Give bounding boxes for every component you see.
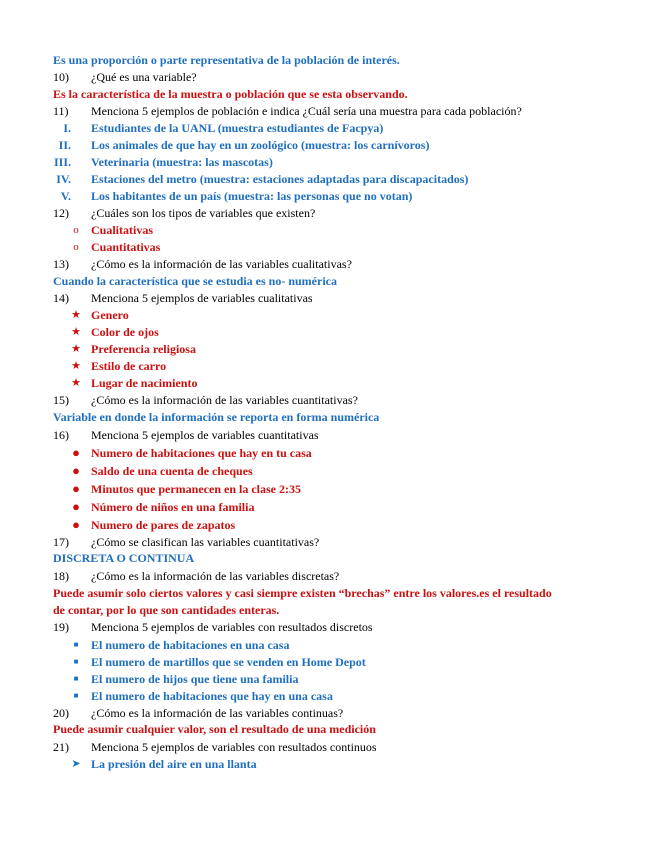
list-item-text: Saldo de una cuenta de cheques — [91, 464, 253, 478]
list-marker: III. — [53, 155, 71, 169]
list-marker: V. — [60, 189, 71, 203]
square-bullet-icon: ■ — [73, 691, 79, 700]
circle-bullet-icon: o — [73, 224, 79, 236]
list-item-text: El numero de hijos que tiene una familia — [91, 672, 299, 686]
question-number: 15) — [53, 393, 69, 407]
question-number: 14) — [53, 291, 69, 305]
list-item-text: El numero de habitaciones en una casa — [91, 638, 290, 652]
question-text: ¿Cómo es la información de las variables continuas? — [91, 706, 344, 720]
question-number: 20) — [53, 706, 69, 720]
answer-text: Puede asumir solo ciertos valores y casi siempre existen “brechas” entre los valores.es el resultado — [53, 586, 552, 600]
list-marker: I. — [63, 121, 71, 135]
square-bullet-icon: ■ — [73, 640, 79, 649]
question-number: 21) — [53, 740, 69, 754]
list-item-text: Estudiantes de la UANL (muestra estudiantes de Facpya) — [91, 121, 384, 135]
list-item-text: Genero — [91, 308, 129, 322]
list-item-text: Cualitativas — [91, 223, 154, 237]
question-text: Menciona 5 ejemplos de población e indica ¿Cuál sería una muestra para cada población? — [91, 104, 522, 118]
list-item-text: Minutos que permanecen en la clase 2:35 — [91, 482, 301, 496]
list-item-text: Numero de pares de zapatos — [91, 518, 236, 532]
list-item-text: Cuantitativas — [91, 240, 161, 254]
list-item-text: El numero de martillos que se venden en Home Depot — [91, 655, 366, 669]
question-number: 16) — [53, 428, 69, 442]
list-item-text: Lugar de nacimiento — [91, 376, 198, 390]
list-item-text: La presión del aire en una llanta — [91, 757, 257, 771]
list-item-text: Veterinaria (muestra: las mascotas) — [91, 155, 273, 169]
answer-text: DISCRETA O CONTINUA — [53, 551, 195, 565]
list-marker: IV. — [56, 172, 71, 186]
list-item-text: Estaciones del metro (muestra: estaciones adaptadas para discapacitados) — [91, 172, 469, 186]
question-number: 11) — [53, 104, 69, 118]
list-item-text: Número de niños en una familia — [91, 500, 255, 514]
dot-bullet-icon: ● — [72, 499, 80, 514]
question-text: ¿Qué es una variable? — [91, 70, 197, 84]
question-number: 19) — [53, 620, 69, 634]
question-number: 18) — [53, 569, 69, 583]
dot-bullet-icon: ● — [72, 445, 80, 460]
question-number: 17) — [53, 535, 69, 549]
answer-text: Variable en donde la información se reporta en forma numérica — [53, 410, 380, 424]
star-bullet-icon: ★ — [71, 343, 81, 355]
question-text: ¿Cuáles son los tipos de variables que existen? — [91, 206, 316, 220]
answer-text: Es una proporción o parte representativa de la población de interés. — [53, 53, 400, 67]
list-item-text: El numero de habitaciones que hay en una casa — [91, 689, 333, 703]
dot-bullet-icon: ● — [72, 481, 80, 496]
list-item-text: Los animales de que hay en un zoológico (muestra: los carnívoros) — [91, 138, 430, 152]
question-text: ¿Cómo es la información de las variables discretas? — [91, 569, 340, 583]
question-text: Menciona 5 ejemplos de variables cualitativas — [91, 291, 313, 305]
question-text: Menciona 5 ejemplos de variables con resultados continuos — [91, 740, 377, 754]
answer-text: Cuando la característica que se estudia es no- numérica — [53, 274, 337, 288]
question-number: 10) — [53, 70, 69, 84]
answer-text: de contar, por lo que son cantidades enteras. — [53, 603, 280, 617]
question-text: ¿Cómo es la información de las variables cualitativas? — [91, 257, 352, 271]
answer-text: Puede asumir cualquier valor, son el resultado de una medición — [53, 722, 376, 736]
star-bullet-icon: ★ — [71, 360, 81, 372]
star-bullet-icon: ★ — [71, 326, 81, 338]
arrow-bullet-icon: ➤ — [71, 758, 81, 770]
list-item-text: Color de ojos — [91, 325, 159, 339]
question-text: Menciona 5 ejemplos de variables cuantitativas — [91, 428, 319, 442]
question-number: 13) — [53, 257, 69, 271]
circle-bullet-icon: o — [73, 241, 79, 253]
list-item-text: Numero de habitaciones que hay en tu casa — [91, 446, 312, 460]
dot-bullet-icon: ● — [72, 463, 80, 478]
list-item-text: Los habitantes de un país (muestra: las personas que no votan) — [91, 189, 413, 203]
dot-bullet-icon: ● — [72, 517, 80, 532]
answer-text: Es la característica de la muestra o población que se esta observando. — [53, 87, 408, 101]
square-bullet-icon: ■ — [73, 674, 79, 683]
star-bullet-icon: ★ — [71, 377, 81, 389]
list-item-text: Estilo de carro — [91, 359, 167, 373]
star-bullet-icon: ★ — [71, 309, 81, 321]
question-text: ¿Cómo es la información de las variables cuantitativas? — [91, 393, 358, 407]
square-bullet-icon: ■ — [73, 657, 79, 666]
question-text: ¿Cómo se clasifican las variables cuantitativas? — [91, 535, 320, 549]
question-number: 12) — [53, 206, 69, 220]
question-text: Menciona 5 ejemplos de variables con resultados discretos — [91, 620, 373, 634]
list-item-text: Preferencia religiosa — [91, 342, 196, 356]
list-marker: II. — [58, 138, 71, 152]
